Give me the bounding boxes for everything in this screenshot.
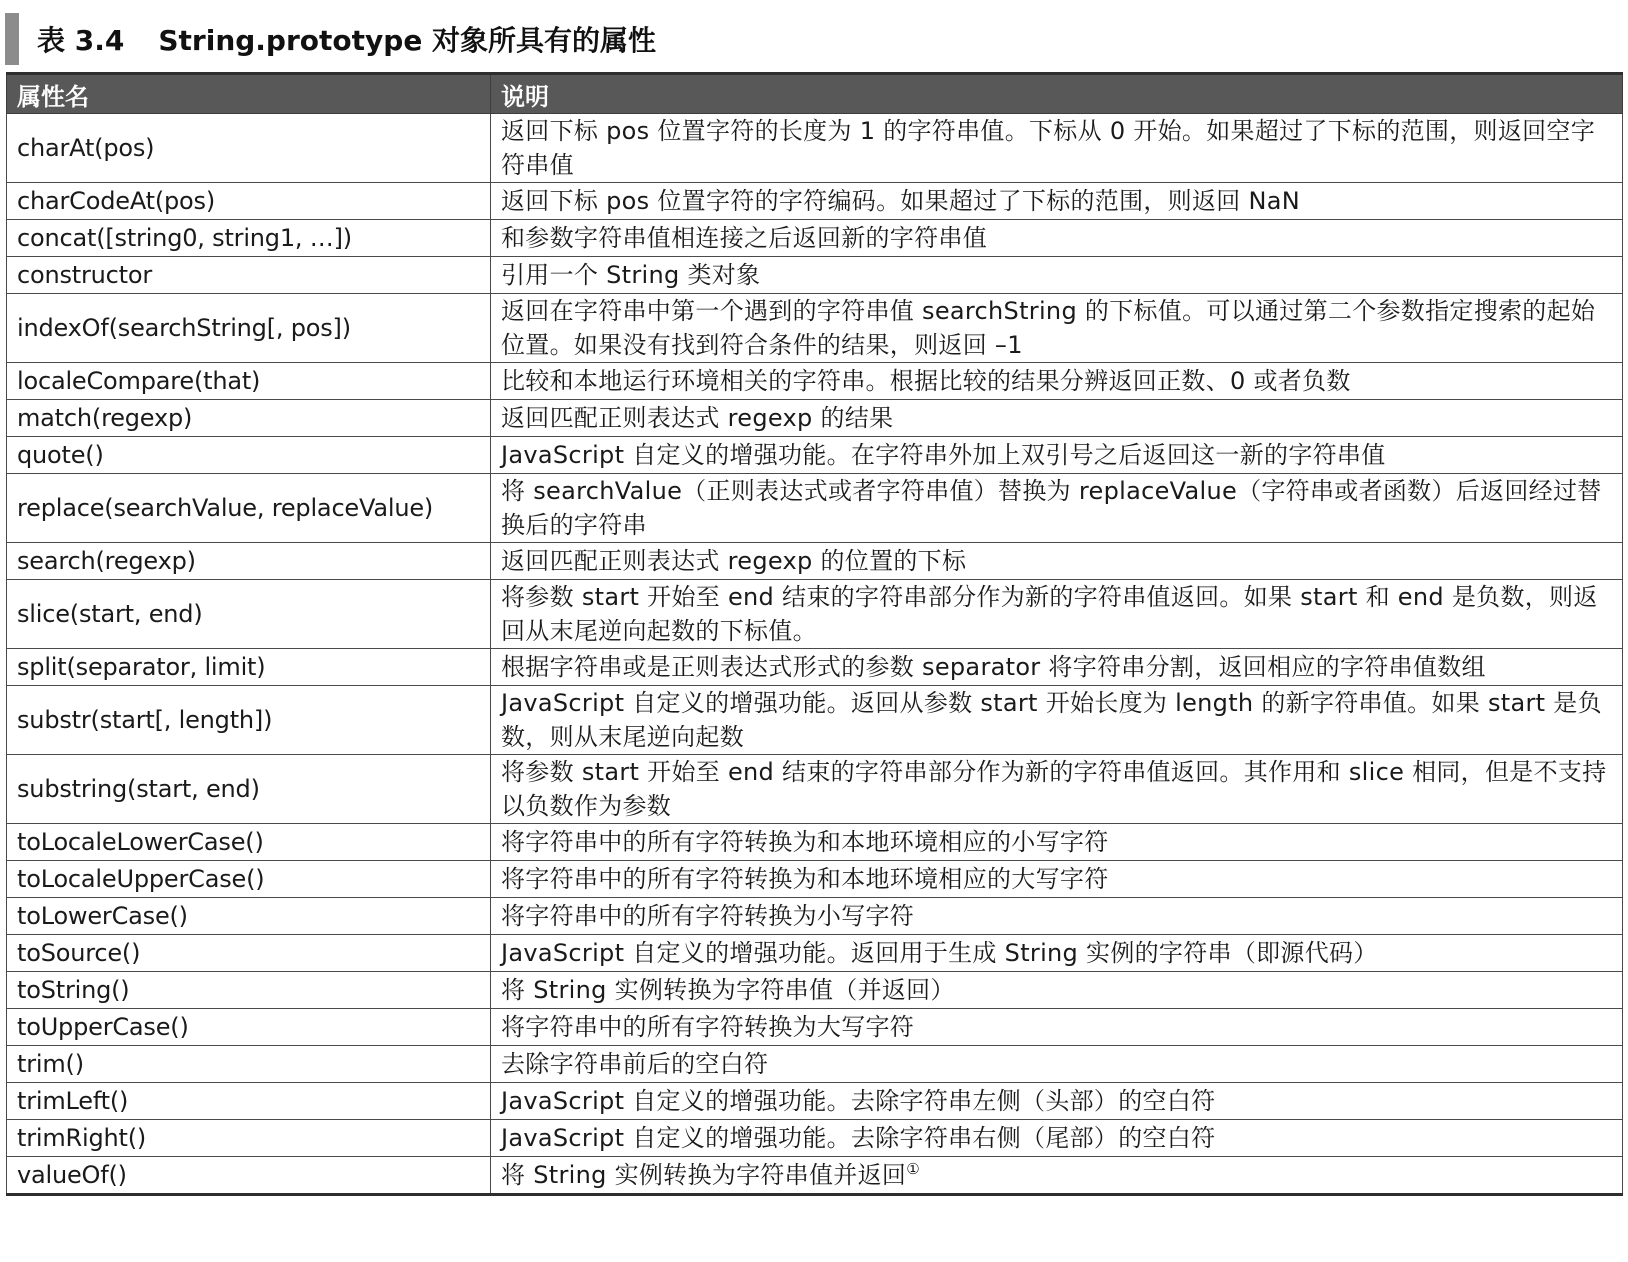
table-row	[7, 1083, 1623, 1120]
description-text: JavaScript 自定义的增强功能。返回从参数 start 开始长度为 length 的新字符串值。如果 start 是负数，则从末尾逆向起数	[501, 689, 1602, 751]
table-row	[7, 114, 1623, 183]
description-text: 引用一个 String 类对象	[501, 261, 761, 289]
table-row	[7, 543, 1623, 580]
property-name-cell: toString()	[7, 972, 491, 1009]
property-description-cell	[491, 824, 1623, 861]
property-name-cell: replace(searchValue, replaceValue)	[7, 474, 491, 543]
property-description-cell	[491, 861, 1623, 898]
property-description-cell	[491, 363, 1623, 400]
property-description-cell	[491, 257, 1623, 294]
table-row	[7, 649, 1623, 686]
property-name-cell: localeCompare(that)	[7, 363, 491, 400]
description-text: 将参数 start 开始至 end 结束的字符串部分作为新的字符串值返回。如果 start 和 end 是负数，则返回从末尾逆向起数的下标值。	[501, 583, 1598, 645]
description-text: 将 searchValue（正则表达式或者字符串值）替换为 replaceValue（字符串或者函数）后返回经过替换后的字符串	[501, 477, 1602, 539]
property-description-cell	[491, 400, 1623, 437]
property-description-cell	[491, 183, 1623, 220]
property-description-cell	[491, 898, 1623, 935]
property-name-cell: valueOf()	[7, 1157, 491, 1195]
property-description-cell	[491, 1009, 1623, 1046]
table-header-row	[7, 74, 1623, 114]
table-row	[7, 363, 1623, 400]
description-text: 将 String 实例转换为字符串值并返回	[501, 1161, 907, 1189]
description-text: 返回下标 pos 位置字符的长度为 1 的字符串值。下标从 0 开始。如果超过了下标的范围，则返回空字符串值	[501, 117, 1596, 179]
header-property-name: 属性名	[7, 74, 491, 114]
table-row	[7, 400, 1623, 437]
description-text: 去除字符串前后的空白符	[501, 1050, 769, 1078]
table-row	[7, 220, 1623, 257]
table-row	[7, 898, 1623, 935]
table-body	[7, 114, 1623, 1195]
table-row	[7, 1120, 1623, 1157]
property-name-cell: trimLeft()	[7, 1083, 491, 1120]
property-description-cell	[491, 649, 1623, 686]
description-text: 将参数 start 开始至 end 结束的字符串部分作为新的字符串值返回。其作用和 slice 相同，但是不支持以负数作为参数	[501, 758, 1607, 820]
table-row	[7, 972, 1623, 1009]
description-text: 将字符串中的所有字符转换为和本地环境相应的小写字符	[501, 828, 1109, 856]
table-row	[7, 1046, 1623, 1083]
property-name-cell: split(separator, limit)	[7, 649, 491, 686]
table-row	[7, 257, 1623, 294]
table-caption	[5, 14, 1622, 64]
property-description-cell	[491, 1083, 1623, 1120]
description-text: 返回匹配正则表达式 regexp 的位置的下标	[501, 547, 967, 575]
table-row	[7, 183, 1623, 220]
property-description-cell	[491, 1157, 1623, 1195]
property-description-cell	[491, 935, 1623, 972]
table-row	[7, 294, 1623, 363]
table-row	[7, 1009, 1623, 1046]
property-description-cell	[491, 437, 1623, 474]
table-row	[7, 861, 1623, 898]
description-text: 将 String 实例转换为字符串值（并返回）	[501, 976, 955, 1004]
property-description-cell	[491, 1120, 1623, 1157]
property-description-cell	[491, 1046, 1623, 1083]
description-text: JavaScript 自定义的增强功能。返回用于生成 String 实例的字符串（即源代码）	[501, 939, 1378, 967]
table-row	[7, 935, 1623, 972]
property-name-cell: trim()	[7, 1046, 491, 1083]
property-name-cell: concat([string0, string1, …])	[7, 220, 491, 257]
property-name-cell: match(regexp)	[7, 400, 491, 437]
description-text: 比较和本地运行环境相关的字符串。根据比较的结果分辨返回正数、0 或者负数	[501, 367, 1351, 395]
property-name-cell: charAt(pos)	[7, 114, 491, 183]
property-description-cell	[491, 114, 1623, 183]
caption-title: String.prototype 对象所具有的属性	[158, 24, 657, 57]
property-description-cell	[491, 686, 1623, 755]
description-text: 返回下标 pos 位置字符的字符编码。如果超过了下标的范围，则返回 NaN	[501, 187, 1301, 215]
description-text: JavaScript 自定义的增强功能。去除字符串右侧（尾部）的空白符	[501, 1124, 1216, 1152]
table-row	[7, 437, 1623, 474]
property-name-cell: constructor	[7, 257, 491, 294]
property-name-cell: slice(start, end)	[7, 580, 491, 649]
description-text: JavaScript 自定义的增强功能。在字符串外加上双引号之后返回这一新的字符串值	[501, 441, 1386, 469]
property-name-cell: toSource()	[7, 935, 491, 972]
property-name-cell: substr(start[, length])	[7, 686, 491, 755]
description-text: 将字符串中的所有字符转换为大写字符	[501, 1013, 915, 1041]
table-row	[7, 824, 1623, 861]
description-text: 和参数字符串值相连接之后返回新的字符串值	[501, 224, 987, 252]
description-text: 将字符串中的所有字符转换为小写字符	[501, 902, 915, 930]
property-description-cell	[491, 220, 1623, 257]
property-name-cell: search(regexp)	[7, 543, 491, 580]
table-row	[7, 755, 1623, 824]
description-text: 根据字符串或是正则表达式形式的参数 separator 将字符串分割，返回相应的字符串值数组	[501, 653, 1486, 681]
footnote-marker: ①	[906, 1160, 920, 1178]
table-row	[7, 474, 1623, 543]
description-text: JavaScript 自定义的增强功能。去除字符串左侧（头部）的空白符	[501, 1087, 1216, 1115]
caption-marker-bar	[5, 13, 19, 65]
property-description-cell	[491, 474, 1623, 543]
property-name-cell: charCodeAt(pos)	[7, 183, 491, 220]
property-name-cell: trimRight()	[7, 1120, 491, 1157]
property-name-cell: toUpperCase()	[7, 1009, 491, 1046]
property-name-cell: substring(start, end)	[7, 755, 491, 824]
property-description-cell	[491, 580, 1623, 649]
property-description-cell	[491, 972, 1623, 1009]
table-row	[7, 1157, 1623, 1195]
table-row	[7, 580, 1623, 649]
property-name-cell: toLocaleUpperCase()	[7, 861, 491, 898]
property-name-cell: indexOf(searchString[, pos])	[7, 294, 491, 363]
property-description-cell	[491, 543, 1623, 580]
description-text: 返回匹配正则表达式 regexp 的结果	[501, 404, 894, 432]
property-name-cell: quote()	[7, 437, 491, 474]
property-name-cell: toLocaleLowerCase()	[7, 824, 491, 861]
properties-table	[6, 72, 1623, 1196]
header-description: 说明	[491, 74, 1623, 114]
description-text: 返回在字符串中第一个遇到的字符串值 searchString 的下标值。可以通过第二个参数指定搜索的起始位置。如果没有找到符合条件的结果，则返回 –1	[501, 297, 1596, 359]
property-description-cell	[491, 294, 1623, 363]
caption-number: 表 3.4	[37, 24, 125, 57]
table-row	[7, 686, 1623, 755]
description-text: 将字符串中的所有字符转换为和本地环境相应的大写字符	[501, 865, 1109, 893]
property-description-cell	[491, 755, 1623, 824]
property-name-cell: toLowerCase()	[7, 898, 491, 935]
